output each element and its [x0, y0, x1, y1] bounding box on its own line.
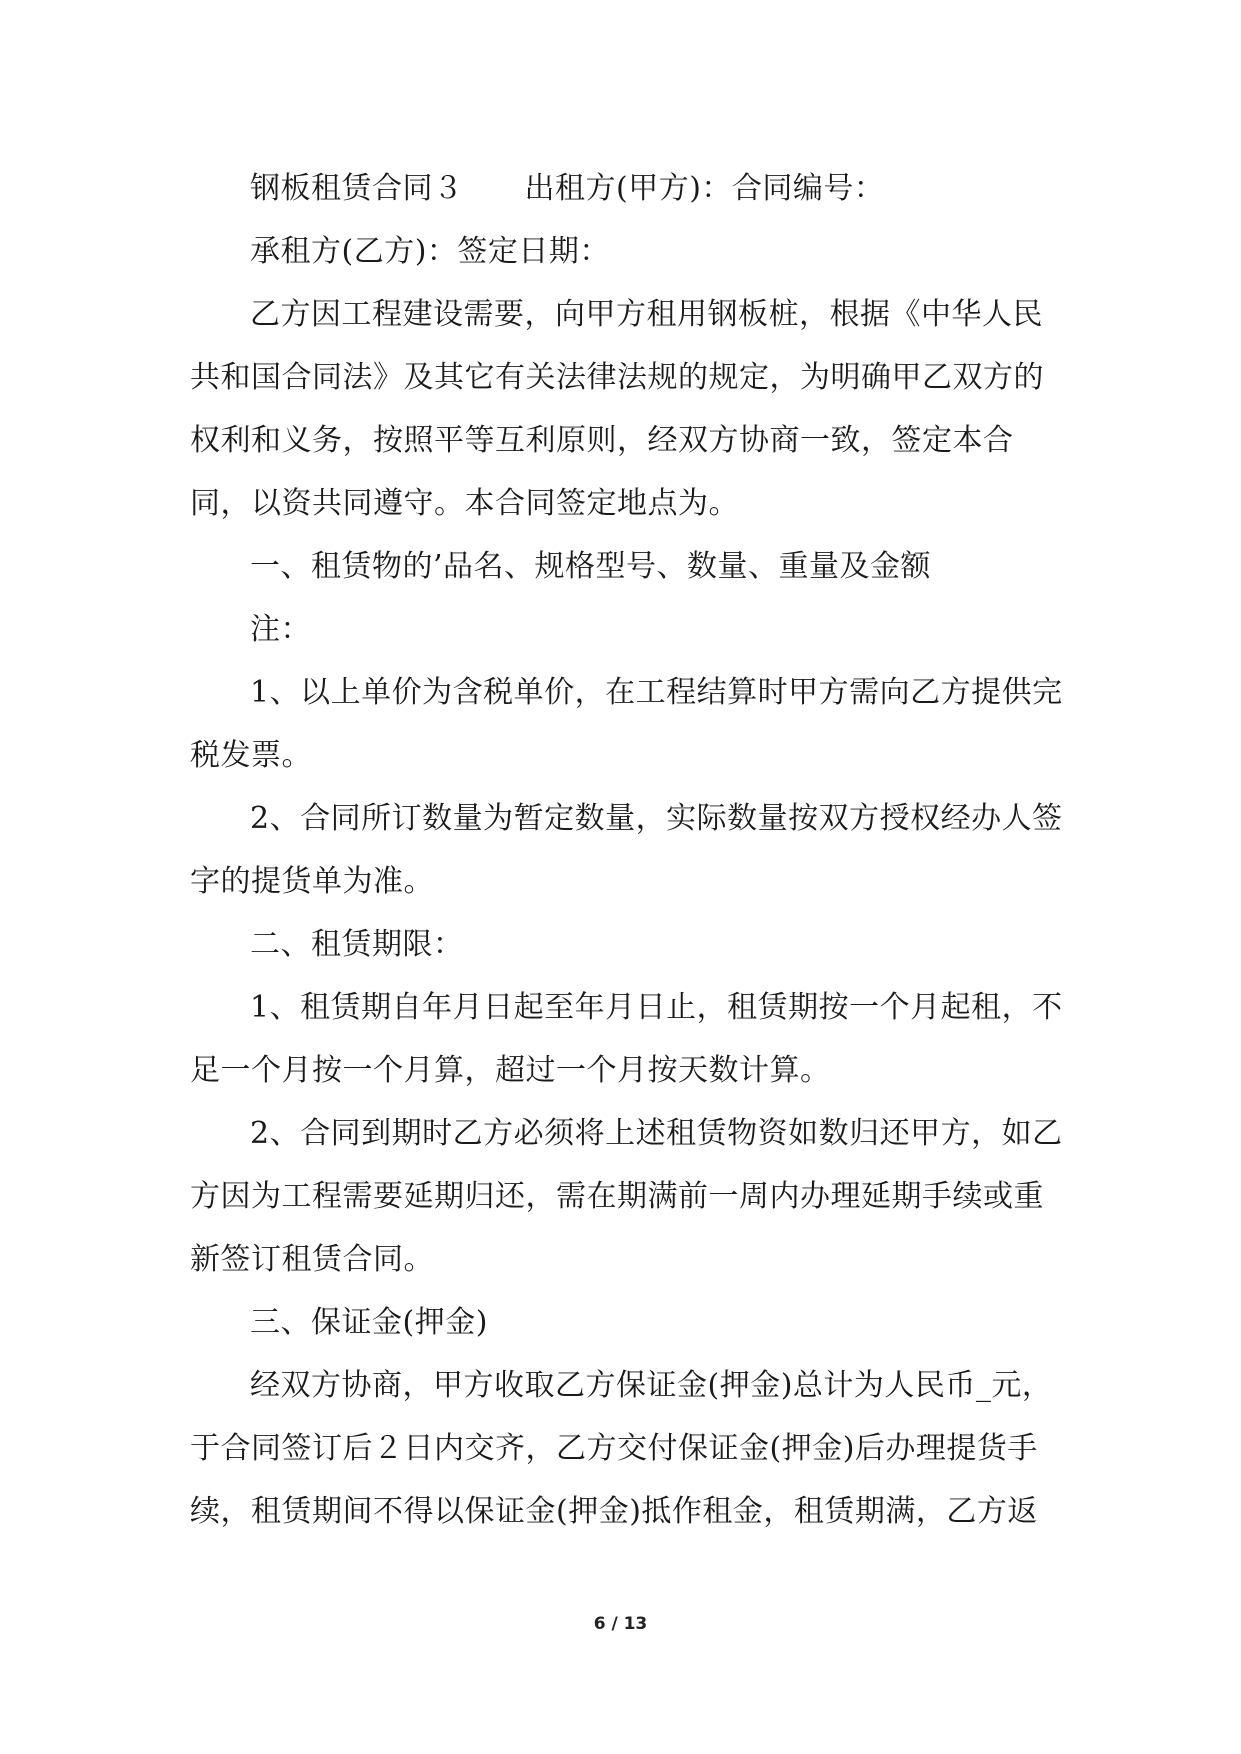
deposit-paragraph: 经双方协商，甲方收取乙方保证金(押金)总计为人民币_元，于合同签订后２日内交齐，乙方交付保证金(押金)后办理提货手续，租赁期间不得以保证金(押金)抵作租金，租赁期满，乙方返	[190, 1368, 1053, 1529]
note-item-2: 2、合同所订数量为暂定数量，实际数量按双方授权经办人签字的提货单为准。	[190, 801, 1063, 899]
lease-term-item-1: 1、租赁期自年月日起至年月日止，租赁期按一个月起租，不足一个月按一个月算，超过一个月按天数计算。	[190, 990, 1063, 1088]
contract-header-line: 钢板租赁合同３ 出租方(甲方)：合同编号：	[250, 171, 885, 206]
note-item-1: 1、以上单价为含税单价，在工程结算时甲方需向乙方提供完税发票。	[190, 675, 1063, 773]
document-body	[190, 157, 1070, 1543]
preamble-paragraph: 乙方因工程建设需要，向甲方租用钢板桩，根据《中华人民共和国合同法》及其它有关法律法规的规定，为明确甲乙双方的权利和义务，按照平等互利原则，经双方协商一致，签定本合同，以资共同遵守。本合同签定地点为。	[190, 297, 1044, 521]
note-label: 注：	[250, 612, 311, 647]
section-2-heading: 二、租赁期限：	[250, 927, 464, 962]
page-number: 6 / 13	[593, 1614, 648, 1634]
section-1-heading: 一、租赁物的’品名、规格型号、数量、重量及金额	[250, 549, 932, 584]
lease-term-item-2: 2、合同到期时乙方必须将上述租赁物资如数归还甲方，如乙方因为工程需要延期归还，需在期满前一周内办理延期手续或重新签订租赁合同。	[190, 1116, 1063, 1277]
lessee-line: 承租方(乙方)：签定日期：	[250, 234, 610, 269]
section-3-heading: 三、保证金(押金)	[250, 1305, 488, 1340]
